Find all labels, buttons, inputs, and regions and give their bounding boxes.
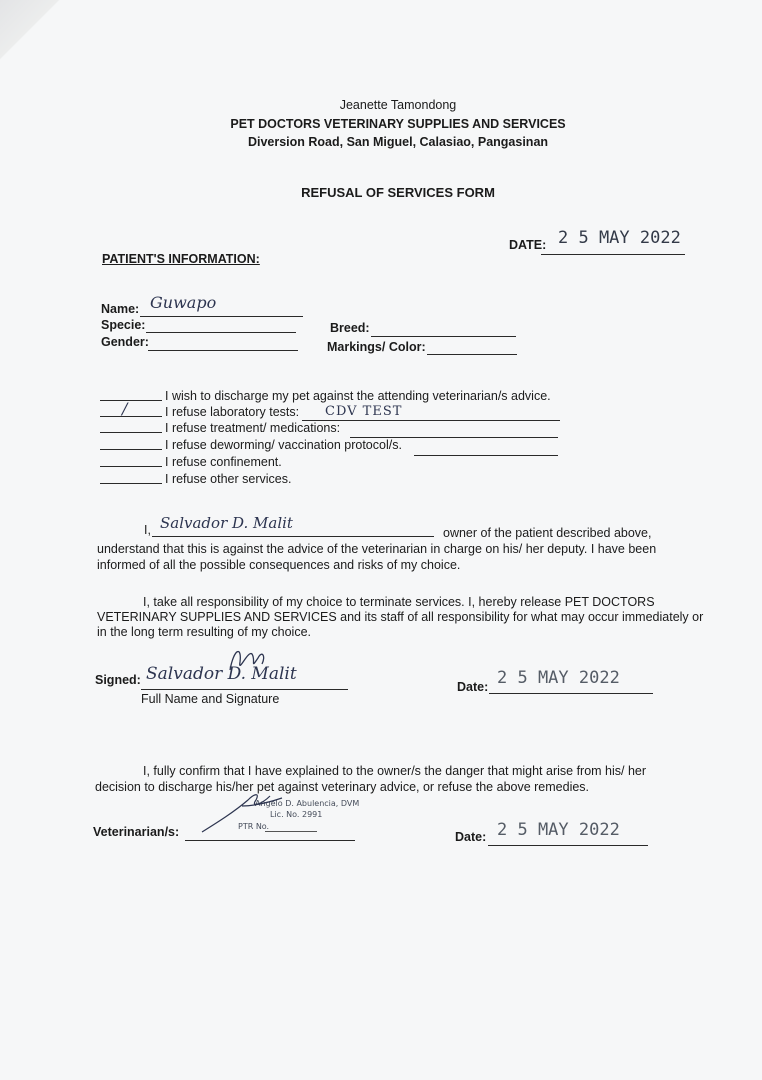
vet-stamp-name: Angelo D. Abulencia, DVM xyxy=(255,799,360,808)
vet-signature-scribble xyxy=(198,786,288,836)
breed-line xyxy=(371,336,516,337)
markings-line xyxy=(427,354,517,355)
option-blank xyxy=(100,449,162,450)
signed-label: Signed: xyxy=(95,673,141,687)
specie-label: Specie: xyxy=(101,318,146,332)
gender-line xyxy=(148,350,298,351)
confirmation-line-1: I, fully confirm that I have explained to the owner/s the danger that might arise from his/ her xyxy=(143,764,647,778)
responsibility-line-2: VETERINARY SUPPLIES AND SERVICES and its staff of all responsibility for what may occur immediately or xyxy=(97,610,704,624)
name-label: Name: xyxy=(101,302,140,316)
statement-tail: owner of the patient described above, xyxy=(443,526,652,540)
vet-stamp-ptr: PTR No. xyxy=(238,822,270,831)
option-check-mark: / xyxy=(122,399,128,418)
option-text: I refuse confinement. xyxy=(165,455,282,469)
clinic-address: Diversion Road, San Miguel, Calasiao, Pangasinan xyxy=(247,135,549,149)
vet-date-label: Date: xyxy=(455,830,487,844)
signed-date-label: Date: xyxy=(457,680,489,694)
date-label: DATE: xyxy=(509,238,547,252)
option-detail-line xyxy=(414,455,558,456)
vet-date-stamp: 2 5 MAY 2022 xyxy=(497,820,620,840)
patient-info-heading: PATIENT'S INFORMATION: xyxy=(102,252,260,266)
statement-prefix: I, xyxy=(144,523,151,537)
signature-line xyxy=(141,689,348,690)
owner-name-line xyxy=(152,536,434,537)
veterinarian-label: Veterinarian/s: xyxy=(93,825,180,839)
veterinarian-line xyxy=(185,840,355,841)
markings-label: Markings/ Color: xyxy=(327,340,426,354)
option-text: I wish to discharge my pet against the attending veterinarian/s advice. xyxy=(165,389,551,403)
option-text: I refuse deworming/ vaccination protocol/s. xyxy=(165,438,402,452)
date-stamp: 2 5 MAY 2022 xyxy=(558,228,681,248)
signed-date-line xyxy=(489,693,653,694)
option-detail-handwritten: CDV TEST xyxy=(325,404,403,419)
responsibility-line-1: I, take all responsibility of my choice to terminate services. I, hereby release PET DOCTORS xyxy=(143,595,655,609)
option-text: I refuse treatment/ medications: xyxy=(165,421,341,435)
vet-date-line xyxy=(488,845,648,846)
option-blank xyxy=(100,432,162,433)
option-text: I refuse other services. xyxy=(165,472,292,486)
clinic-owner-name: Jeanette Tamondong xyxy=(339,98,457,112)
clinic-name: PET DOCTORS VETERINARY SUPPLIES AND SERVICES xyxy=(230,117,566,131)
option-blank xyxy=(100,400,162,401)
option-blank xyxy=(100,483,162,484)
statement-line-3: informed of all the possible consequences and risks of my choice. xyxy=(97,558,461,572)
signed-date-stamp: 2 5 MAY 2022 xyxy=(497,668,620,688)
option-blank xyxy=(100,466,162,467)
signature-caption: Full Name and Signature xyxy=(141,692,280,706)
form-title: REFUSAL OF SERVICES FORM xyxy=(301,185,495,200)
owner-name-handwritten: Salvador D. Malit xyxy=(160,514,293,532)
confirmation-line-2: decision to discharge his/her pet against veterinary advice, or refuse the above remedies. xyxy=(95,780,590,794)
statement-line-2: understand that this is against the advice of the veterinarian in charge on his/ her deputy. I have been xyxy=(97,542,657,556)
name-handwritten: Guwapo xyxy=(150,293,217,312)
gender-label: Gender: xyxy=(101,335,149,349)
folded-corner xyxy=(0,0,60,70)
date-line xyxy=(541,254,685,255)
responsibility-line-3: in the long term resulting of my choice. xyxy=(97,625,311,639)
option-text: I refuse laboratory tests: xyxy=(165,405,300,419)
owner-signature: Salvador D. Malit xyxy=(146,664,297,684)
vet-stamp-license: Lic. No. 2991 xyxy=(270,810,323,819)
breed-label: Breed: xyxy=(330,321,370,335)
option-detail-line xyxy=(302,420,560,421)
specie-line xyxy=(146,332,296,333)
option-blank xyxy=(100,416,162,417)
name-line xyxy=(140,316,303,317)
